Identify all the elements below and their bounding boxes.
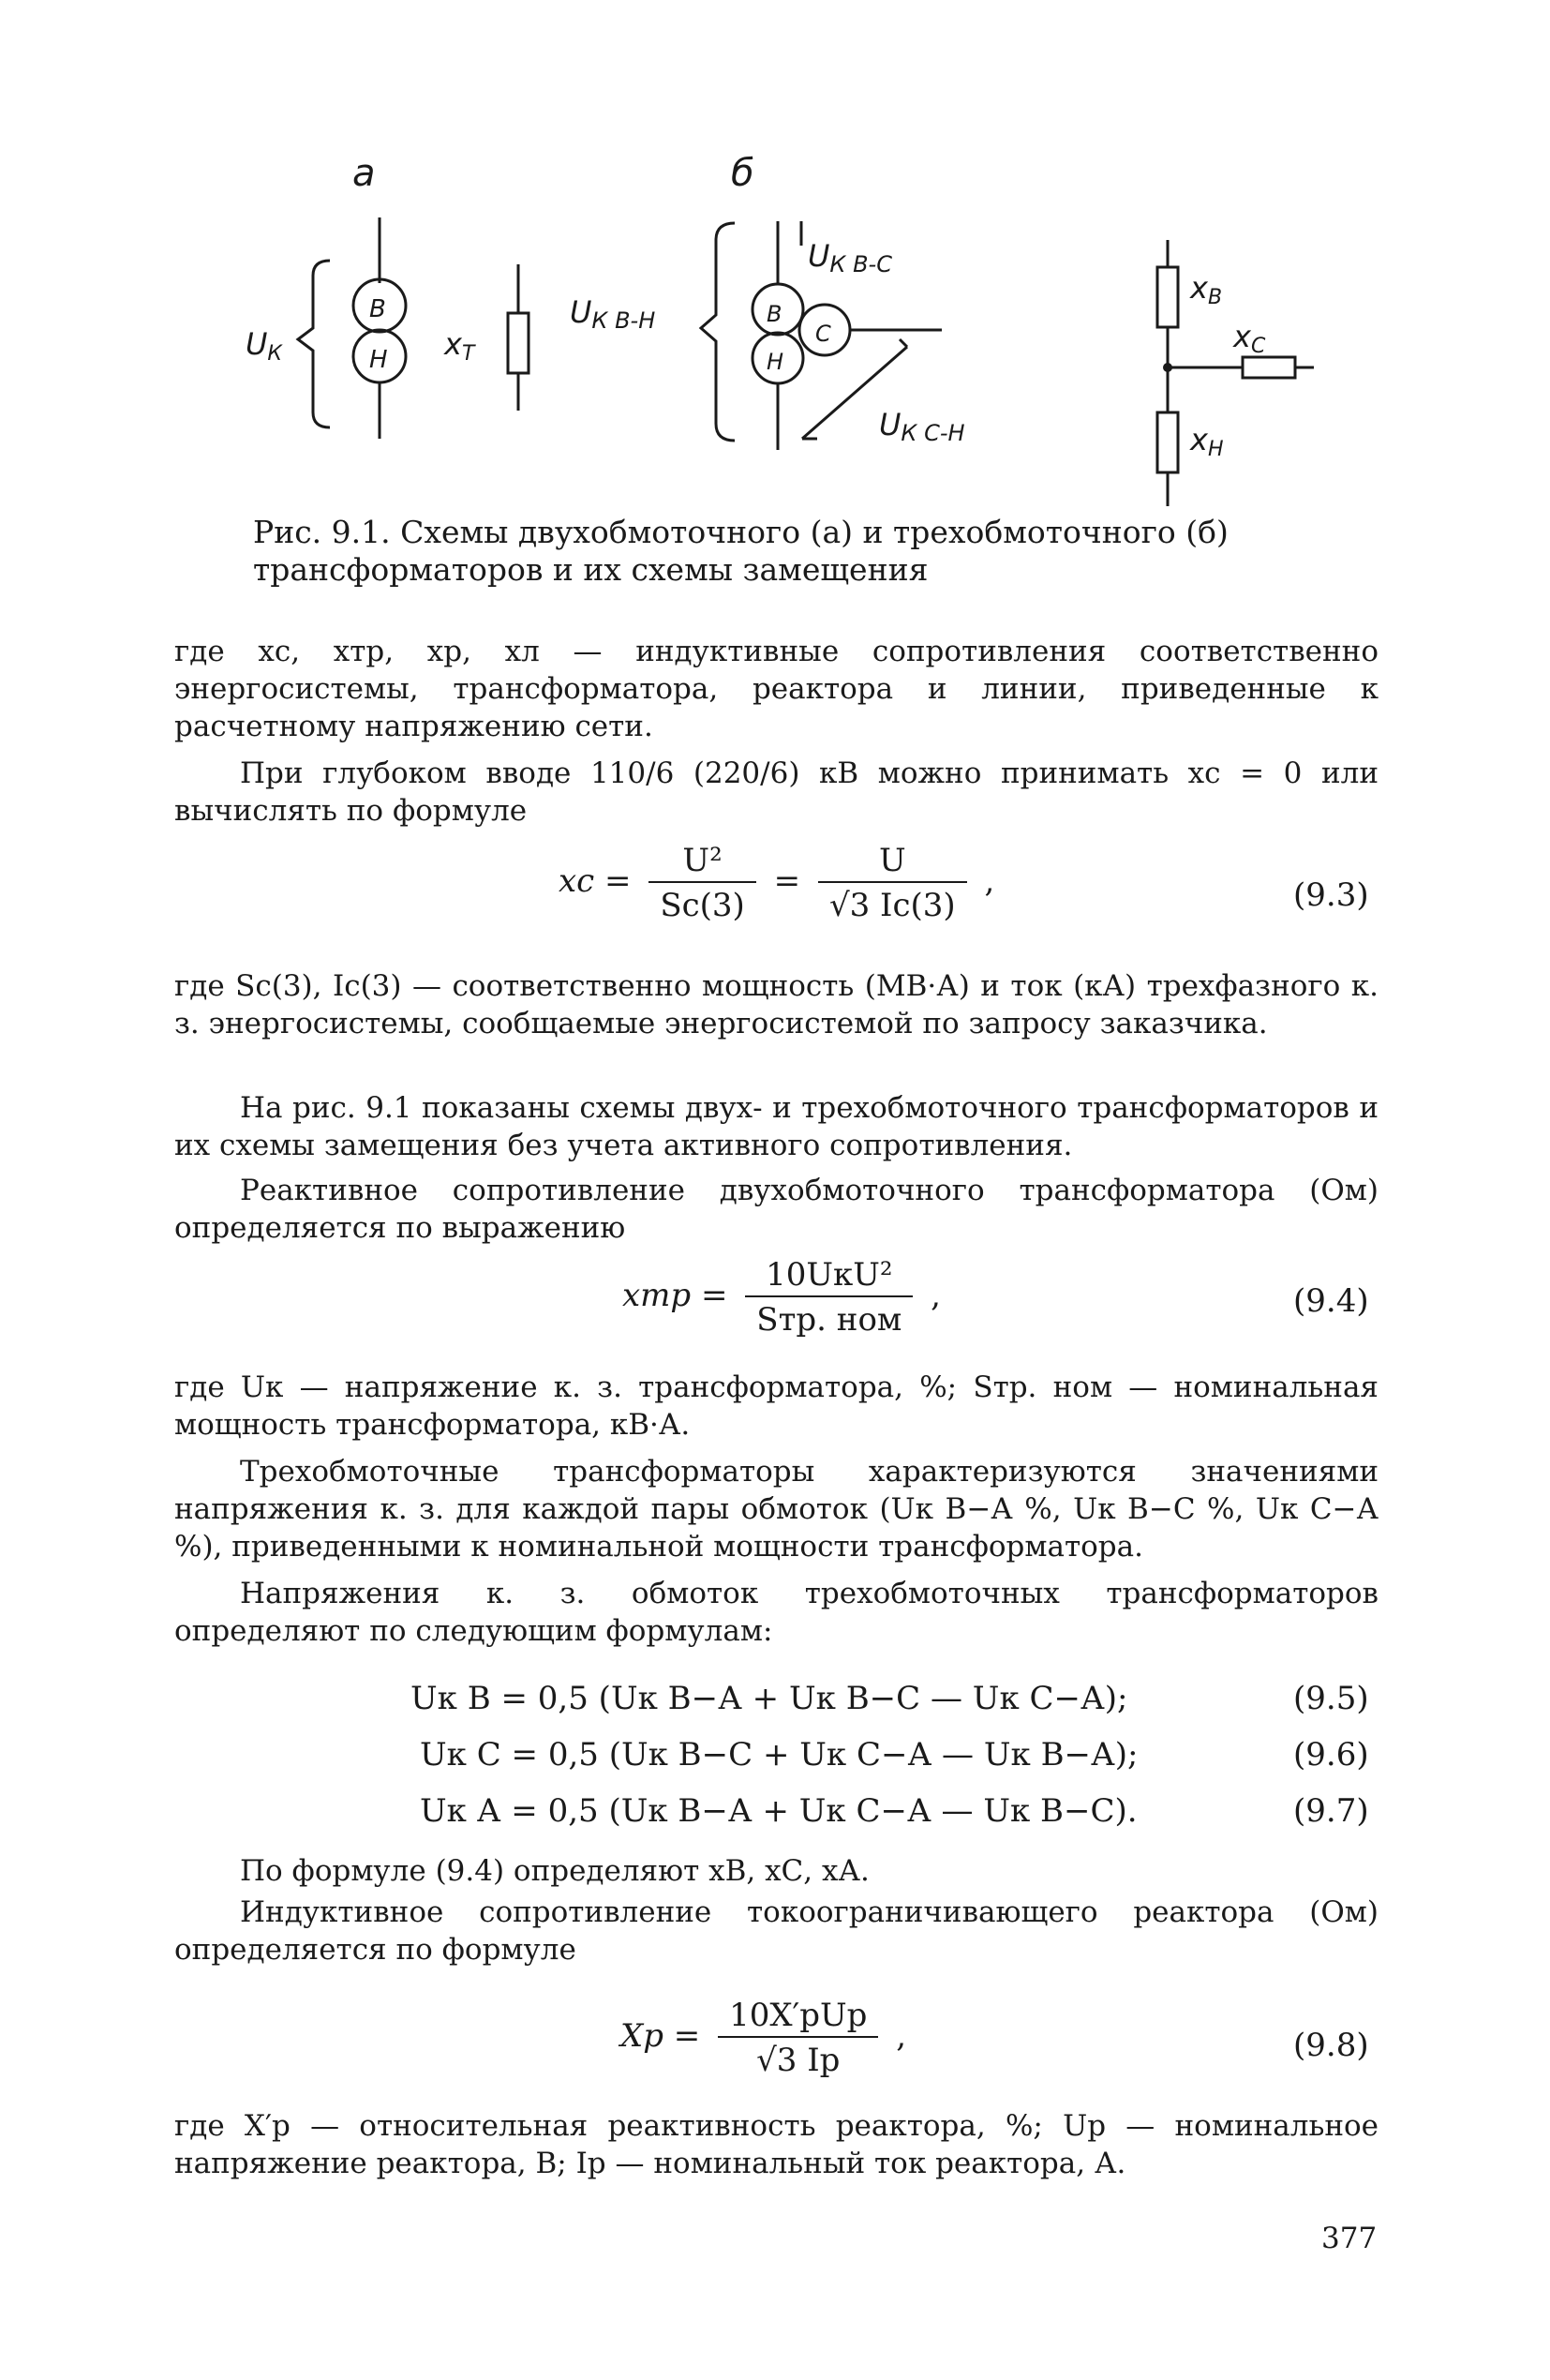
formula-9-8-number: (9.8) <box>1293 2027 1369 2064</box>
formula-9-8: Xр = $\frac{\text{10X′рUр}}{√3 Iр}$ , <box>620 1997 907 2079</box>
formula-9-5: Uк В = 0,5 (Uк В−А + Uк В−С — Uк С−А); <box>410 1680 1128 1717</box>
label-b: б <box>731 152 754 195</box>
xb-resistor <box>1157 267 1178 327</box>
xt-label: xT <box>444 326 475 366</box>
xc-label: xС <box>1233 319 1266 358</box>
paragraph-7: Трехобмоточные трансформаторы характеризуются значениями напряжения к. з. для каждой пары обмоток (Uк В−А %, Uк В−С %, Uк С−А %), приведенными к номинальной мощности трансформатора. <box>174 1455 1379 1564</box>
label-a: а <box>352 152 376 195</box>
formula-9-6: Uк С = 0,5 (Uк В−С + Uк С−А — Uк В−А); <box>420 1736 1139 1774</box>
caption-line-2: трансформаторов и их схемы замещения <box>253 551 929 588</box>
winding-b-label-3w: B <box>767 301 782 327</box>
brace-a <box>298 261 330 427</box>
caption-line-1: Рис. 9.1. Схемы двухобмоточного (а) и трехобмоточного (б) <box>253 514 1229 550</box>
formula-9-7: Uк А = 0,5 (Uк В−А + Uк С−А — Uк В−С). <box>420 1792 1138 1830</box>
figure-caption <box>253 514 1312 589</box>
formula-9-4-fraction: $\frac{\text{10UкU²}}{\text{Sтр. ном}}$ <box>745 1256 913 1339</box>
paragraph-4: На рис. 9.1 показаны схемы двух- и трехобмоточного трансформаторов и их схемы замещения без учета активного сопротивления. <box>174 1091 1379 1162</box>
formula-9-3-number: (9.3) <box>1293 876 1369 914</box>
xb-label: xВ <box>1190 270 1223 309</box>
winding-b-label: B <box>369 295 386 323</box>
paragraph-9: По формуле (9.4) определяют xВ, xС, xА. <box>240 1854 870 1888</box>
uk-bc-label: UК В-С <box>808 238 892 277</box>
paragraph-8: Напряжения к. з. обмоток трехобмоточных трансформаторов определяют по следующим формулам: <box>174 1577 1379 1648</box>
paragraph-1: где xс, xтр, xр, xл — индуктивные сопротивления соответственно энергосистемы, трансформатора, реактора и линии, приведенные к расчетному напряжению сети. <box>174 635 1379 743</box>
xh-label: xН <box>1190 422 1224 461</box>
winding-c-label-3w: C <box>815 321 831 347</box>
brace-b <box>701 223 735 441</box>
uk-ch-label: UК С-Н <box>879 407 965 446</box>
formula-9-3: xс = $\frac{\text{U²}}{Sс(3)}$ = $\frac{U}{√3 Iс(3)}$ , <box>559 842 995 924</box>
paragraph-6: где Uк — напряжение к. з. трансформатора, %; Sтр. ном — номинальная мощность трансформатора, кВ·А. <box>174 1370 1379 1442</box>
uk-label: UК <box>246 326 283 366</box>
formula-9-3-fraction-2: $\frac{U}{√3 Iс(3)}$ <box>818 842 967 924</box>
formula-9-4-number: (9.4) <box>1293 1282 1369 1320</box>
paragraph-5: Реактивное сопротивление двухобмоточного трансформатора (Ом) определяется по выражению <box>174 1174 1379 1245</box>
star-node <box>1163 363 1172 372</box>
xh-resistor <box>1157 412 1178 472</box>
xc-resistor <box>1243 357 1295 378</box>
paragraph-11: где X′р — относительная реактивность реактора, %; Uр — номинальное напряжение реактора, В; Iр — номинальный ток реактора, А. <box>174 2109 1379 2180</box>
winding-h-label-3w: H <box>767 349 784 375</box>
formula-9-5-number: (9.5) <box>1293 1680 1369 1717</box>
formula-9-7-number: (9.7) <box>1293 1792 1369 1830</box>
paragraph-2: При глубоком вводе 110/6 (220/6) кВ можно принимать xс = 0 или вычислять по формуле <box>174 756 1379 828</box>
figure-transformer-schemes <box>0 0 1550 525</box>
formula-9-4: xтр = $\frac{\text{10UкU²}}{\text{Sтр. ном}}$ , <box>622 1256 941 1339</box>
xt-resistor <box>508 313 529 373</box>
formula-9-3-fraction-1: $\frac{\text{U²}}{Sс(3)}$ <box>648 842 756 924</box>
winding-h-label: H <box>369 346 388 374</box>
formula-9-6-number: (9.6) <box>1293 1736 1369 1774</box>
formula-9-8-fraction: $\frac{\text{10X′рUр}}{√3 Iр}$ <box>718 1997 878 2079</box>
paragraph-10: Индуктивное сопротивление токоограничивающего реактора (Ом) определяется по формуле <box>174 1895 1379 1967</box>
uk-bh-label: UК В-Н <box>570 294 656 334</box>
page-number: 377 <box>1321 2222 1378 2255</box>
paragraph-3: где Sс(3), Iс(3) — соответственно мощность (МВ·А) и ток (кА) трехфазного к. з. энергосистемы, сообщаемые энергосистемой по запросу заказчика. <box>174 969 1379 1040</box>
